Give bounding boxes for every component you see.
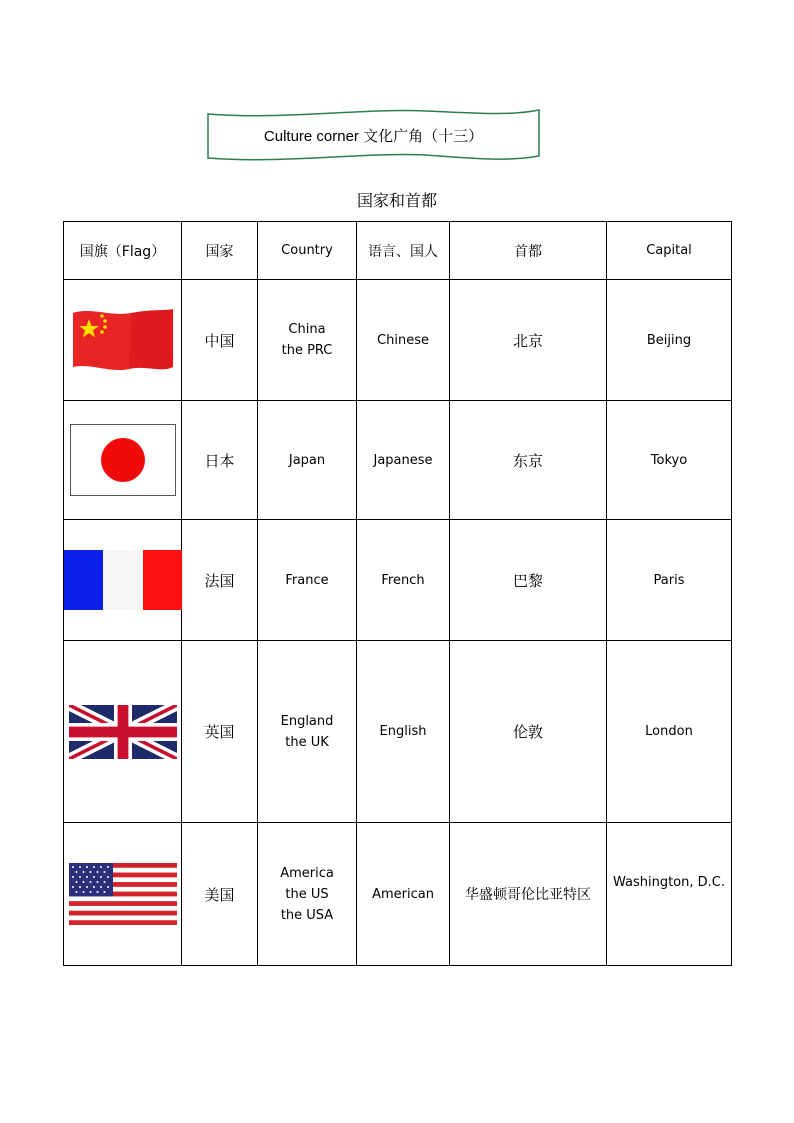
language: American xyxy=(357,823,450,966)
banner-title: Culture corner 文化广角（十三） xyxy=(263,127,484,145)
table-row xyxy=(64,520,732,641)
table-row xyxy=(64,823,732,966)
flag-cell xyxy=(64,280,182,401)
country-en-line: the USA xyxy=(280,907,334,923)
header-country-en: Country xyxy=(258,222,357,280)
usa-flag-icon xyxy=(69,863,177,925)
flag-cell xyxy=(64,520,182,641)
flag-cell xyxy=(64,641,182,823)
capital-cn: 伦敦 xyxy=(450,641,607,823)
header-language: 语言、国人 xyxy=(357,222,450,280)
title-banner xyxy=(205,106,542,164)
country-en-line: China xyxy=(288,322,326,337)
header-capital-en: Capital xyxy=(607,222,732,280)
country-cn: 日本 xyxy=(182,401,258,520)
country-en-line: the UK xyxy=(285,734,329,750)
uk-flag-icon xyxy=(69,705,177,759)
capital-cn: 北京 xyxy=(450,280,607,401)
china-flag-icon xyxy=(71,307,175,373)
country-cn: 法国 xyxy=(182,520,258,641)
flag-cell xyxy=(64,823,182,966)
capital-en: Paris xyxy=(607,520,732,641)
country-cn: 中国 xyxy=(182,280,258,401)
country-en xyxy=(258,823,357,966)
country-en-line: England xyxy=(280,713,334,729)
table-header-row xyxy=(64,222,732,280)
country-cn: 美国 xyxy=(182,823,258,966)
header-country-cn: 国家 xyxy=(182,222,258,280)
language: French xyxy=(357,520,450,641)
capital-cn: 巴黎 xyxy=(450,520,607,641)
table-row xyxy=(64,280,732,401)
capital-en: Beijing xyxy=(607,280,732,401)
page-subtitle: 国家和首都 xyxy=(356,191,437,210)
country-en-line: France xyxy=(285,572,329,588)
capital-en: London xyxy=(607,641,732,823)
country-en-line: Japan xyxy=(288,452,326,468)
japan-flag-icon xyxy=(70,424,176,496)
country-en xyxy=(258,520,357,641)
header-capital-cn: 首都 xyxy=(450,222,607,280)
country-en xyxy=(258,641,357,823)
capital-cn: 华盛顿哥伦比亚特区 xyxy=(450,823,607,966)
capital-en: Washington, D.C. xyxy=(607,823,732,966)
language: English xyxy=(357,641,450,823)
country-en-line: America xyxy=(280,865,334,881)
capital-en: Tokyo xyxy=(607,401,732,520)
header-flag: 国旗（Flag） xyxy=(64,222,182,280)
country-en-line: the PRC xyxy=(281,343,333,358)
country-cn: 英国 xyxy=(182,641,258,823)
country-en xyxy=(258,401,357,520)
table-row xyxy=(64,641,732,823)
language: Japanese xyxy=(357,401,450,520)
countries-table xyxy=(63,221,732,966)
language: Chinese xyxy=(357,280,450,401)
table-row xyxy=(64,401,732,520)
capital-cn: 东京 xyxy=(450,401,607,520)
flag-cell xyxy=(64,401,182,520)
france-flag-icon xyxy=(64,550,182,610)
country-en-line: the US xyxy=(285,886,329,902)
country-en xyxy=(258,280,357,401)
